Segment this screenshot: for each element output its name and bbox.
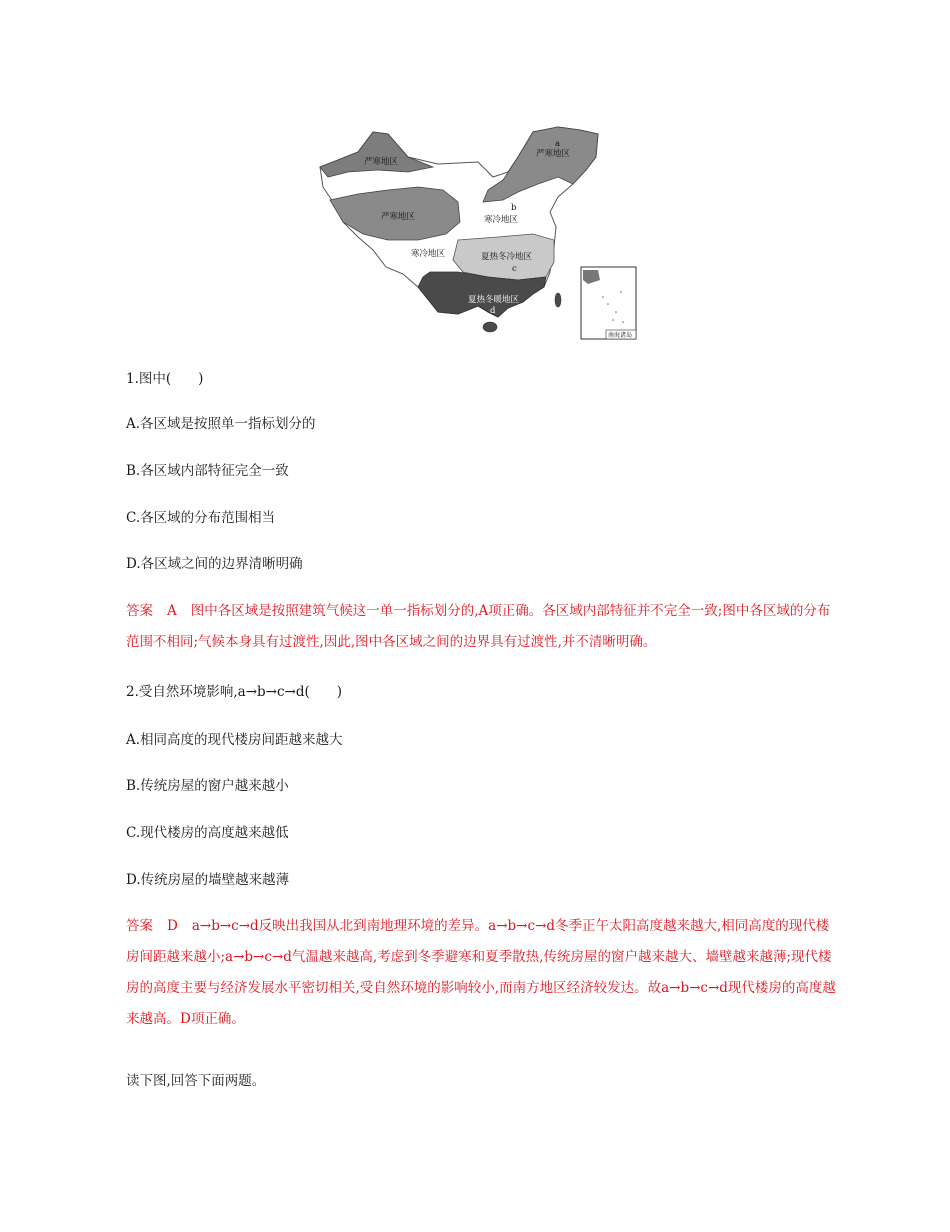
label-nw: 严寒地区 <box>364 157 399 167</box>
q2-answer <box>126 911 838 1035</box>
q1-stem: 1.图中( ) <box>126 371 204 387</box>
region-nw-severe-cold <box>320 132 433 177</box>
q1-option-b: B.各区域内部特征完全一致 <box>126 463 289 479</box>
q1-answer <box>126 596 838 658</box>
label-d-region: 夏热冬暖地区 <box>468 295 520 305</box>
q2-answer-text: a→b→c→d反映出我国从北到南地理环境的差异。a→b→c→d冬季正午太阳高度越来越大,相同高度的现代楼房间距越来越小;a→b→c→d气温越来越高,考虑到冬季避寒和夏季散热,传统房屋的窗户越来越大、墙壁越来越薄;现代楼房的高度主要与经济发展水平密切相关,受自然环境的影响较小,而南方地区经济较发达。故a→b→c→d现代楼房的高度越来越高。D项正确。 <box>126 918 836 1027</box>
q2-option-c: C.现代楼房的高度越来越低 <box>126 825 289 841</box>
label-ne: 严寒地区 <box>536 149 571 159</box>
q1-option-a: A.各区域是按照单一指标划分的 <box>126 416 316 432</box>
label-c-letter: c <box>512 264 517 274</box>
q1-option-d: D.各区域之间的边界清晰明确 <box>126 556 303 572</box>
label-west: 严寒地区 <box>381 212 416 222</box>
china-map-svg <box>318 122 640 342</box>
q2-answer-tag: 答案 <box>126 918 153 934</box>
label-d-letter: d <box>490 306 496 316</box>
q2-stem: 2.受自然环境影响,a→b→c→d( ) <box>126 684 343 700</box>
hainan-island <box>483 322 497 332</box>
label-b-letter: b <box>511 203 517 213</box>
label-b: 寒冷地区 <box>484 215 519 225</box>
label-sw-cold: 寒冷地区 <box>411 249 446 259</box>
footer-instruction: 读下图,回答下面两题。 <box>126 1073 266 1089</box>
q1-answer-letter: A <box>167 603 177 619</box>
q2-option-a: A.相同高度的现代楼房间距越来越大 <box>126 732 343 748</box>
taiwan-island <box>555 293 561 307</box>
label-ne-letter: a <box>555 139 561 149</box>
q2-option-b: B.传统房屋的窗户越来越小 <box>126 778 289 794</box>
label-c-region: 夏热冬冷地区 <box>481 252 533 262</box>
q1-answer-text: 图中各区域是按照建筑气候这一单一指标划分的,A项正确。各区域内部特征并不完全一致;图中各区域的分布范围不相同;气候本身具有过渡性,因此,图中各区域之间的边界具有过渡性,并不清晰明确。 <box>126 603 831 650</box>
inset-label: 南海诸岛 <box>608 332 633 339</box>
climate-zone-map <box>318 122 640 342</box>
q1-answer-tag: 答案 <box>126 603 153 619</box>
q1-option-c: C.各区域的分布范围相当 <box>126 510 276 526</box>
q2-answer-letter: D <box>167 918 178 934</box>
q2-option-d: D.传统房屋的墙壁越来越薄 <box>126 872 290 888</box>
